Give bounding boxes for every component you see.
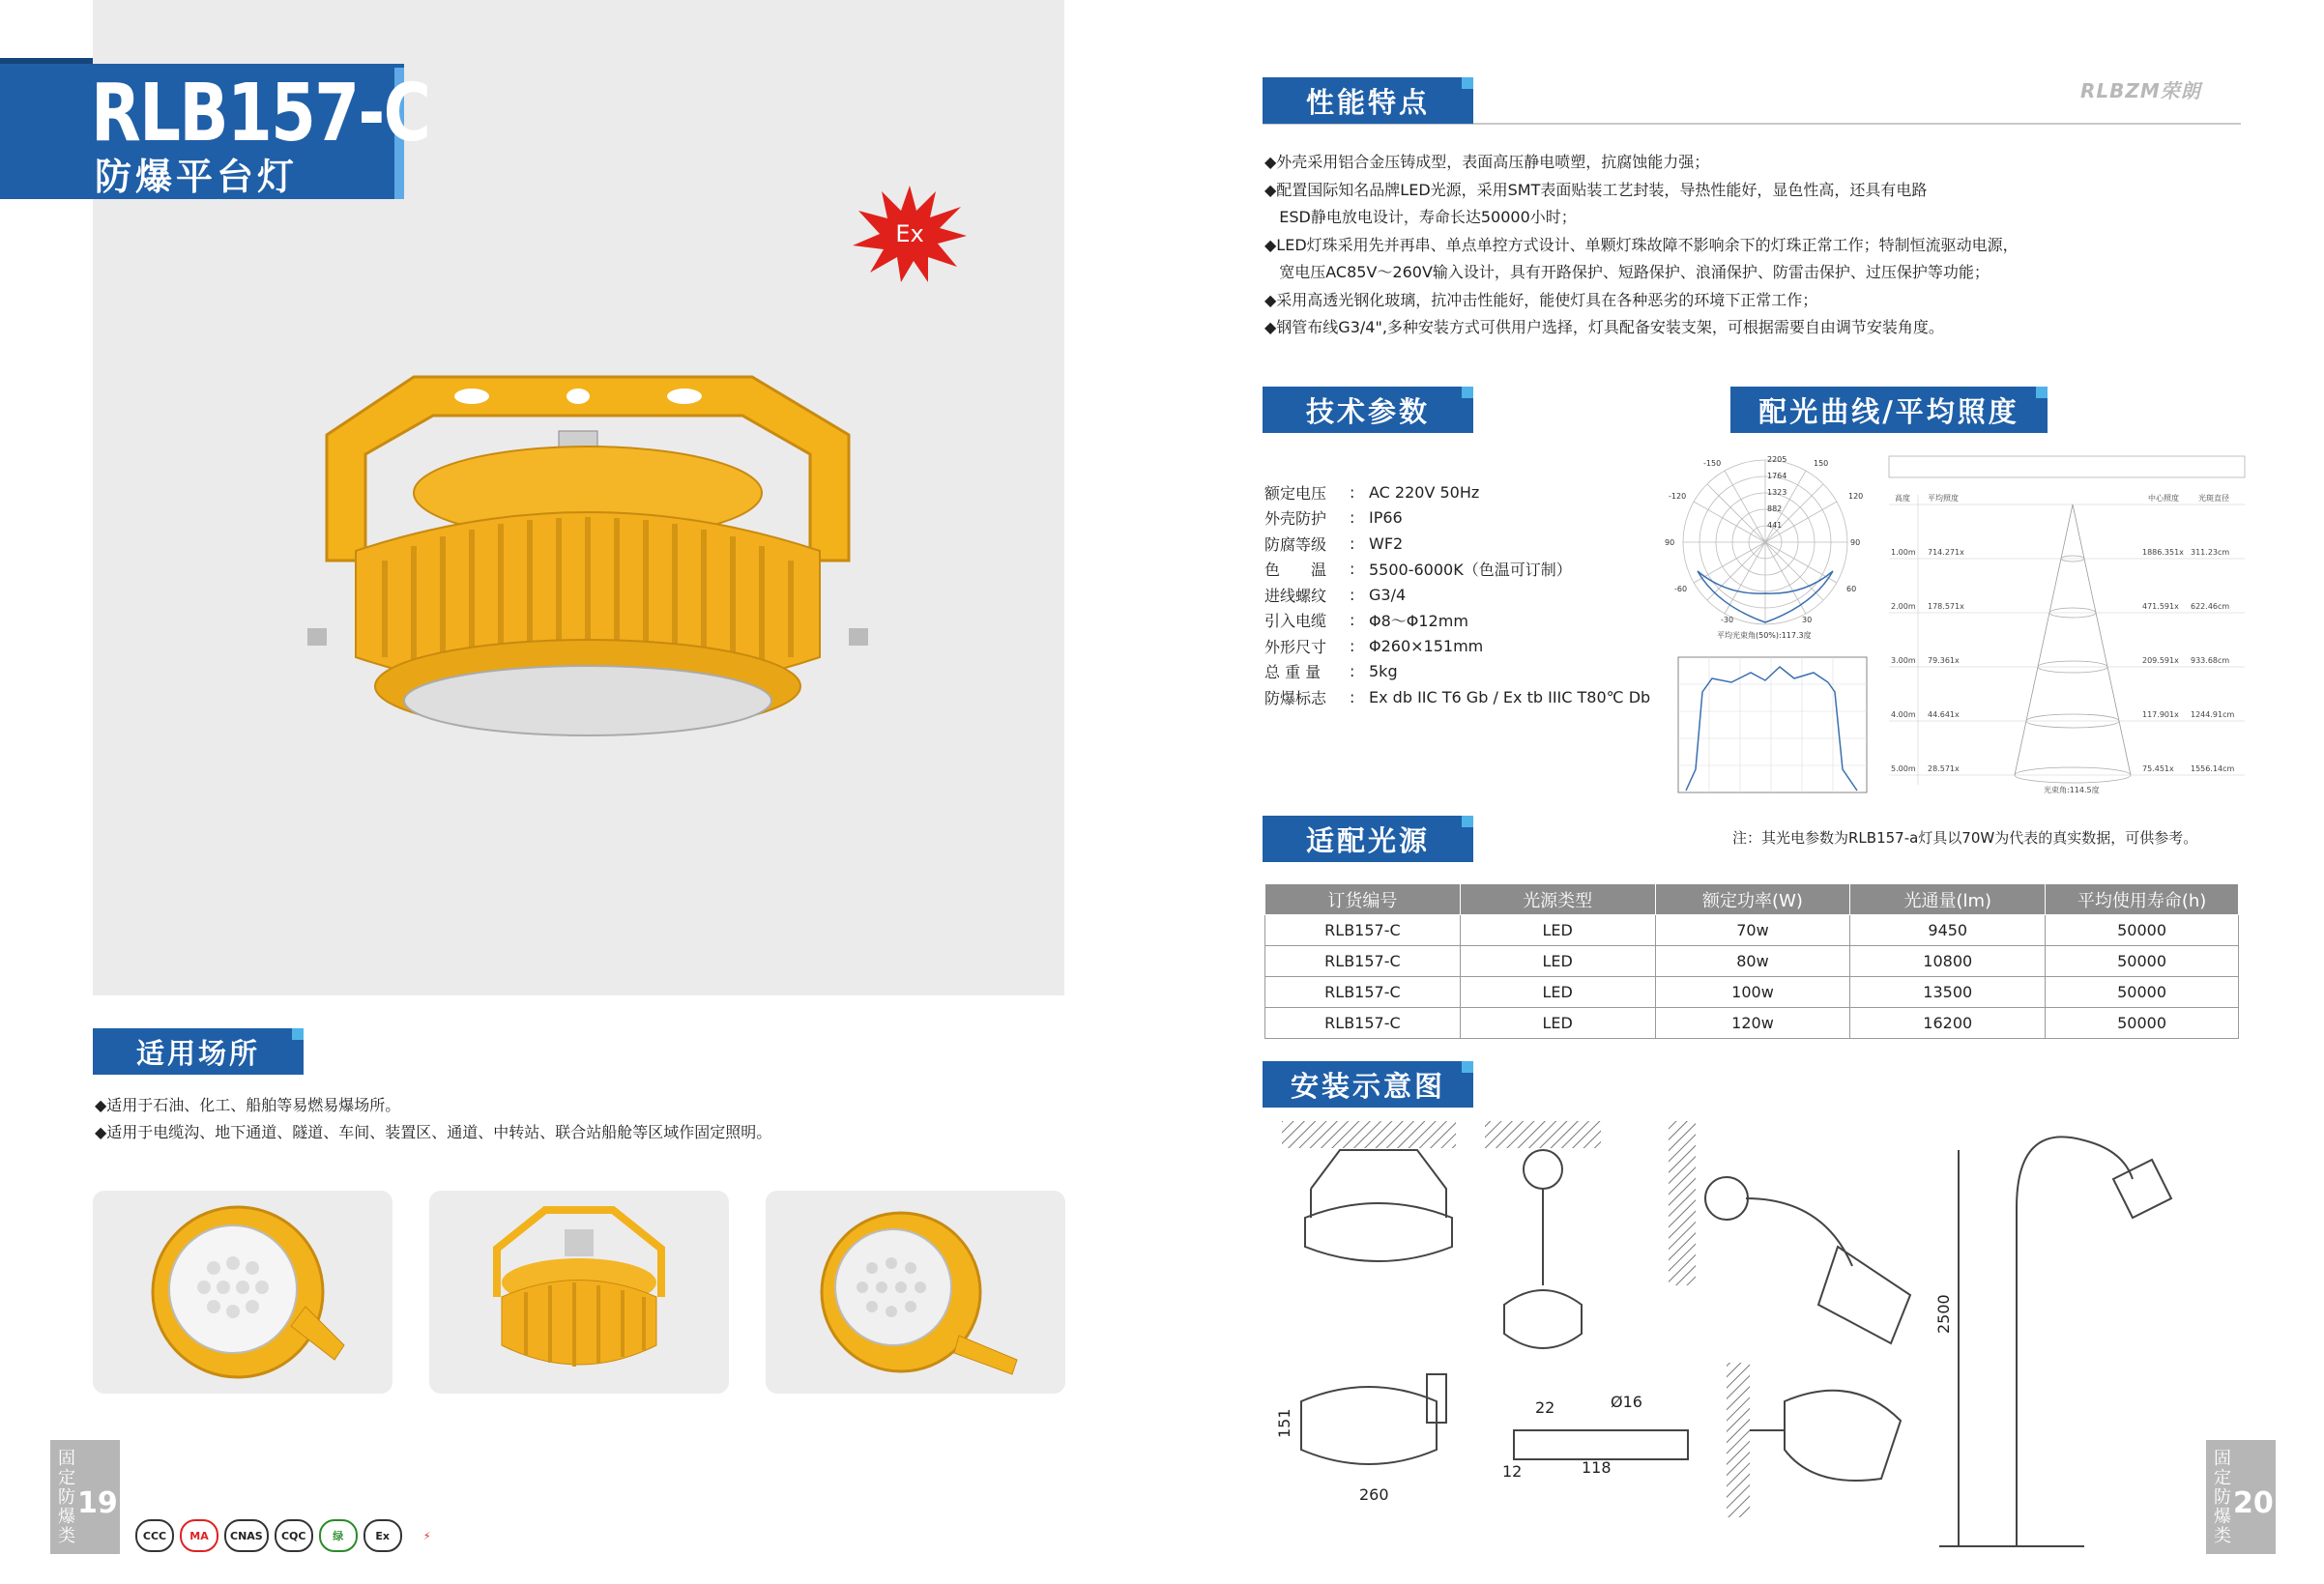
illum-diameter: 622.46cm — [2191, 602, 2230, 611]
column-header: 光源类型 — [1460, 884, 1655, 915]
table-cell: RLB157-C — [1265, 977, 1461, 1008]
cert-green-icon: 绿 — [319, 1519, 358, 1552]
illum-avg: 178.571x — [1928, 602, 1964, 611]
cert-ex-icon: Ex — [363, 1519, 402, 1552]
table-cell: RLB157-C — [1265, 946, 1461, 977]
polar-angle: 30 — [1802, 616, 1813, 624]
column-header: 订货编号 — [1265, 884, 1461, 915]
dim-height-2500: 2500 — [1934, 1294, 1953, 1334]
spec-colon: : — [1350, 533, 1355, 553]
spec-value: Φ8～Φ12mm — [1369, 612, 1468, 631]
spec-label: 进线螺纹 — [1264, 586, 1327, 605]
spec-value: IP66 — [1369, 508, 1403, 528]
spec-colon: : — [1350, 508, 1355, 528]
table-row — [1265, 915, 2239, 946]
average-illuminance-chart — [1889, 456, 2245, 796]
tech-heading: 技术参数 — [1263, 387, 1473, 433]
applicable-heading: 适用场所 — [93, 1028, 304, 1075]
table-row — [1265, 946, 2239, 977]
applicable-bullet-2: ◆适用于电缆沟、地下通道、隧道、车间、装置区、通道、中转站、联合站船舱等区域作固定照明。 — [95, 1123, 772, 1141]
spec-row — [1264, 659, 1650, 685]
hero-product-image — [307, 367, 868, 763]
spec-row — [1264, 684, 1650, 710]
illum-diameter: 311.23cm — [2191, 548, 2230, 557]
column-header: 平均使用寿命(h) — [2046, 884, 2239, 915]
feature-line-3: ESD静电放电设计，寿命长达50000小时； — [1264, 208, 1577, 226]
table-cell: LED — [1460, 946, 1655, 977]
illum-height: 1.00m — [1891, 548, 1916, 557]
source-heading: 适配光源 — [1263, 816, 1473, 862]
dim-height-151: 151 — [1275, 1408, 1293, 1438]
polar-angle: -30 — [1721, 616, 1734, 624]
spec-row — [1264, 582, 1650, 608]
table-cell: 10800 — [1850, 946, 2046, 977]
spec-value: G3/4 — [1369, 585, 1407, 604]
spec-row — [1264, 505, 1650, 532]
spec-colon: : — [1350, 611, 1355, 630]
table-cell: 9450 — [1850, 915, 2046, 946]
side-tab-right: 固定防爆类 — [2211, 1449, 2231, 1545]
polar-light-distribution-chart — [1659, 450, 1872, 644]
table-row — [1265, 1008, 2239, 1039]
spec-value: Ex db IIC T6 Gb / Ex tb IIIC T80℃ Db — [1369, 687, 1651, 706]
illum-header: 高度 — [1895, 494, 1910, 503]
table-cell: 16200 — [1850, 1008, 2046, 1039]
cert-ccc-icon: CCC — [135, 1519, 174, 1552]
spec-label: 引入电缆 — [1264, 612, 1327, 631]
table-cell: 50000 — [2046, 946, 2239, 977]
feature-line-7: ◆钢管布线G3/4",多种安装方式可供用户选择，灯具配备安装支架，可根据需要自由调节安装角度。 — [1264, 318, 1944, 336]
illum-height: 4.00m — [1891, 710, 1916, 719]
spec-label: 防爆标志 — [1264, 688, 1327, 707]
illum-diameter: 1244.91cm — [2191, 710, 2235, 719]
spec-label: 色 温 — [1264, 561, 1327, 580]
table-cell: 80w — [1655, 946, 1850, 977]
spec-row — [1264, 531, 1650, 557]
spec-label: 防腐等级 — [1264, 534, 1327, 554]
ex-badge-label: Ex — [895, 220, 924, 247]
table-cell: 50000 — [2046, 977, 2239, 1008]
polar-angle: -60 — [1674, 585, 1688, 593]
column-header: 额定功率(W) — [1655, 884, 1850, 915]
page-number-right: 20 — [2233, 1486, 2274, 1520]
illum-height: 5.00m — [1891, 764, 1916, 773]
table-cell: 100w — [1655, 977, 1850, 1008]
cert-ma-icon: MA — [180, 1519, 218, 1552]
dim-phi16: Ø16 — [1611, 1393, 1642, 1411]
certification-logos — [135, 1519, 447, 1552]
spec-row — [1264, 633, 1650, 659]
illum-header: 光斑直径 — [2198, 494, 2229, 503]
table-cell: 50000 — [2046, 915, 2239, 946]
spec-label: 额定电压 — [1264, 483, 1327, 503]
illum-avg: 44.641x — [1928, 710, 1960, 719]
table-cell: LED — [1460, 977, 1655, 1008]
brand-logo: RLBZM荣朗 — [2080, 79, 2201, 102]
page-number-left: 19 — [77, 1486, 118, 1520]
light-source-table — [1264, 883, 2239, 1039]
tech-spec-list — [1264, 479, 1650, 710]
feature-line-6: ◆采用高透光钢化玻璃，抗冲击性能好，能使灯具在各种恶劣的环境下正常工作； — [1264, 290, 1818, 309]
dim-118: 118 — [1582, 1458, 1612, 1477]
product-code: RLB157-C — [91, 68, 430, 159]
illum-center: 117.901x — [2142, 710, 2179, 719]
spec-colon: : — [1350, 662, 1355, 681]
feature-line-5: 宽电压AC85V～260V输入设计，具有开路保护、短路保护、浪涌保护、防雷击保护、过压保护等功能； — [1264, 263, 1990, 281]
feature-line-4: ◆LED灯珠采用先并再串、单点单控方式设计、单颗灯珠故障不影响余下的灯珠正常工作；特制恒流驱动电源， — [1264, 235, 2019, 254]
spec-label: 外形尺寸 — [1264, 637, 1327, 656]
spec-colon: : — [1350, 482, 1355, 502]
illum-center: 209.591x — [2142, 656, 2179, 665]
table-cell: LED — [1460, 915, 1655, 946]
illum-height: 2.00m — [1891, 602, 1916, 611]
photo-card-front — [93, 1191, 392, 1394]
product-name: 防爆平台灯 — [95, 156, 299, 198]
installation-diagrams — [1275, 1121, 2268, 1566]
applicable-bullet-1: ◆适用于石油、化工、船舶等易燃易爆场所。 — [95, 1096, 401, 1114]
table-cell: 70w — [1655, 915, 1850, 946]
cert-cqc-icon: CQC — [275, 1519, 313, 1552]
table-cell: 50000 — [2046, 1008, 2239, 1039]
ex-starburst-badge — [853, 186, 967, 282]
polar-tick: 882 — [1767, 504, 1783, 513]
spec-colon: : — [1350, 560, 1355, 579]
illum-caption: 光束角:114.5度 — [2044, 786, 2100, 794]
illum-avg: 79.361x — [1928, 656, 1960, 665]
spec-value: WF2 — [1369, 533, 1404, 553]
illum-header: 中心照度 — [2148, 494, 2179, 503]
illum-avg: 714.271x — [1928, 548, 1964, 557]
illum-height: 3.00m — [1891, 656, 1916, 665]
spec-value: AC 220V 50Hz — [1369, 482, 1480, 502]
side-tab-left: 固定防爆类 — [55, 1449, 75, 1545]
illum-diameter: 933.68cm — [2191, 656, 2230, 665]
polar-angle: 90 — [1665, 538, 1675, 547]
table-cell: RLB157-C — [1265, 915, 1461, 946]
photo-card-side — [429, 1191, 729, 1394]
feature-line-1: ◆外壳采用铝合金压铸成型，表面高压静电喷塑，抗腐蚀能力强； — [1264, 153, 1710, 171]
spec-row — [1264, 479, 1650, 505]
polar-angle: 120 — [1848, 492, 1864, 501]
spec-value: Φ260×151mm — [1369, 636, 1484, 655]
photo-card-angle — [766, 1191, 1065, 1394]
table-cell: 13500 — [1850, 977, 2046, 1008]
table-cell: RLB157-C — [1265, 1008, 1461, 1039]
features-heading: 性能特点 — [1263, 77, 1473, 124]
illum-center: 75.451x — [2142, 764, 2174, 773]
dim-12: 12 — [1502, 1462, 1523, 1481]
spec-colon: : — [1350, 636, 1355, 655]
illum-avg: 28.571x — [1928, 764, 1960, 773]
polar-tick: 1764 — [1767, 472, 1787, 480]
spec-row — [1264, 608, 1650, 634]
spec-label: 外壳防护 — [1264, 509, 1327, 529]
polar-tick: 441 — [1767, 521, 1783, 530]
spec-colon: : — [1350, 687, 1355, 706]
table-cell: LED — [1460, 1008, 1655, 1039]
photometric-heading: 配光曲线/平均照度 — [1730, 387, 2048, 433]
dim-22: 22 — [1535, 1398, 1555, 1417]
table-cell: 120w — [1655, 1008, 1850, 1039]
dim-width-260: 260 — [1359, 1485, 1389, 1504]
table-row — [1265, 977, 2239, 1008]
polar-caption: 平均光束角(50%):117.3度 — [1717, 631, 1812, 640]
column-header: 光通量(lm) — [1850, 884, 2046, 915]
intensity-curve-chart — [1659, 653, 1872, 808]
illum-center: 471.591x — [2142, 602, 2179, 611]
polar-angle: -120 — [1669, 492, 1687, 501]
install-heading: 安装示意图 — [1263, 1061, 1473, 1108]
illum-center: 1886.351x — [2142, 548, 2184, 557]
spec-colon: : — [1350, 585, 1355, 604]
feature-line-2: ◆配置国际知名品牌LED光源，采用SMT表面贴装工艺封装，导热性能好，显色性高，还具有电路 — [1264, 180, 1928, 199]
polar-tick: 1323 — [1767, 488, 1787, 497]
cert-lightning-icon: ⚡ — [422, 1529, 431, 1542]
spec-row — [1264, 557, 1650, 583]
illum-header: 平均照度 — [1928, 494, 1959, 503]
polar-angle: 60 — [1846, 585, 1857, 593]
illum-diameter: 1556.14cm — [2191, 764, 2235, 773]
spec-label: 总 重 量 — [1264, 663, 1322, 682]
spec-value: 5500-6000K（色温可订制） — [1369, 561, 1572, 580]
polar-angle: 150 — [1814, 459, 1829, 468]
polar-tick: 2205 — [1767, 455, 1787, 464]
features-list — [1264, 149, 2019, 342]
photometric-note: 注：其光电参数为RLB157-a灯具以70W为代表的真实数据，可供参考。 — [1732, 829, 2198, 847]
table-header-row — [1265, 884, 2239, 915]
polar-angle: -150 — [1703, 459, 1722, 468]
spec-value: 5kg — [1369, 662, 1398, 681]
polar-angle: 90 — [1850, 538, 1861, 547]
cert-cnas-icon: CNAS — [224, 1519, 269, 1552]
